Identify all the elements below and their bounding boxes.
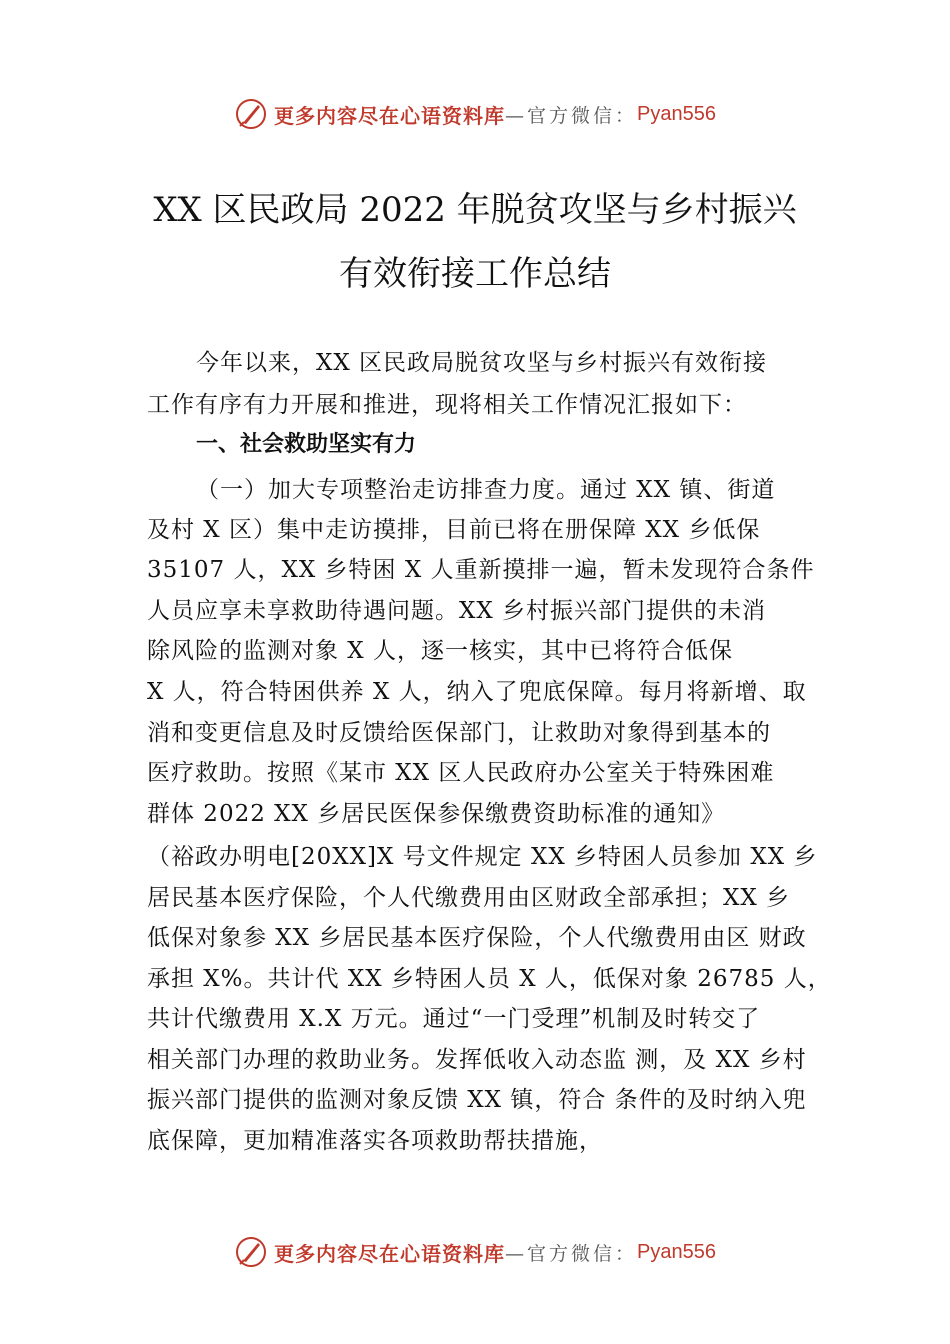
body-line: 共计代缴费用 X.X 万元。通过“一门受理”机制及时转交了	[147, 1006, 761, 1032]
body-line: 底保障，更加精准落实各项救助帮扶措施，	[147, 1128, 603, 1154]
body-line: 除风险的监测对象 X 人，逐一核实，其中已将符合低保	[147, 638, 733, 664]
watermark-wechat-label: —官方微信：	[505, 1242, 638, 1265]
document-title-line2: 有效衔接工作总结	[339, 254, 611, 294]
body-line: 群体 2022 XX 乡居民医保参保缴费资助标准的通知》	[147, 801, 726, 827]
body-line: 振兴部门提供的监测对象反馈 XX 镇，符合 条件的及时纳入兜	[147, 1087, 807, 1113]
intro-line: 今年以来，XX 区民政局脱贫攻坚与乡村振兴有效衔接	[196, 350, 768, 376]
feather-pen-logo-icon	[234, 1235, 268, 1269]
body-line: （裕政办明电[20XX]X 号文件规定 XX 乡特困人员参加 XX 乡	[147, 844, 818, 870]
body-line: 相关部门办理的救助业务。发挥低收入动态监 测，及 XX 乡村	[147, 1047, 807, 1073]
watermark-site-text: 更多内容尽在心语资料库	[274, 103, 505, 128]
watermark-wechat-label: —官方微信：	[505, 104, 638, 127]
body-line: 居民基本医疗保险，个人代缴费用由区财政全部承担；XX 乡	[147, 885, 791, 911]
body-line: （一）加大专项整治走访排查力度。通过 XX 镇、街道	[196, 477, 776, 503]
watermark-site-text: 更多内容尽在心语资料库	[274, 1241, 505, 1266]
document-title-line1: XX 区民政局 2022 年脱贫攻坚与乡村振兴	[153, 190, 797, 230]
body-line: 医疗救助。按照《某市 XX 区人民政府办公室关于特殊困难	[147, 760, 775, 786]
header-watermark	[0, 94, 950, 134]
body-line: 消和变更信息及时反馈给医保部门，让救助对象得到基本的	[147, 720, 771, 746]
watermark-wechat-id: Pyan556	[637, 1240, 716, 1263]
body-line: 35107 人，XX 乡特困 X 人重新摸排一遍，暂未发现符合条件	[147, 557, 815, 583]
body-line: 人员应享未享救助待遇问题。XX 乡村振兴部门提供的未消	[147, 598, 767, 624]
body-line: 低保对象参 XX 乡居民基本医疗保险，个人代缴费用由区 财政	[147, 925, 807, 951]
intro-line: 工作有序有力开展和推进，现将相关工作情况汇报如下：	[147, 392, 747, 418]
footer-watermark	[0, 1232, 950, 1272]
section-heading: 一、社会救助坚实有力	[196, 432, 417, 457]
body-line: X 人，符合特困供养 X 人，纳入了兜底保障。每月将新增、取	[147, 679, 807, 705]
feather-pen-logo-icon	[234, 97, 268, 131]
body-line: 及村 X 区）集中走访摸排，目前已将在册保障 XX 乡低保	[147, 517, 761, 543]
watermark-wechat-id: Pyan556	[637, 102, 716, 125]
body-line: 承担 X%。共计代 XX 乡特困人员 X 人，低保对象 26785 人，	[147, 966, 832, 992]
